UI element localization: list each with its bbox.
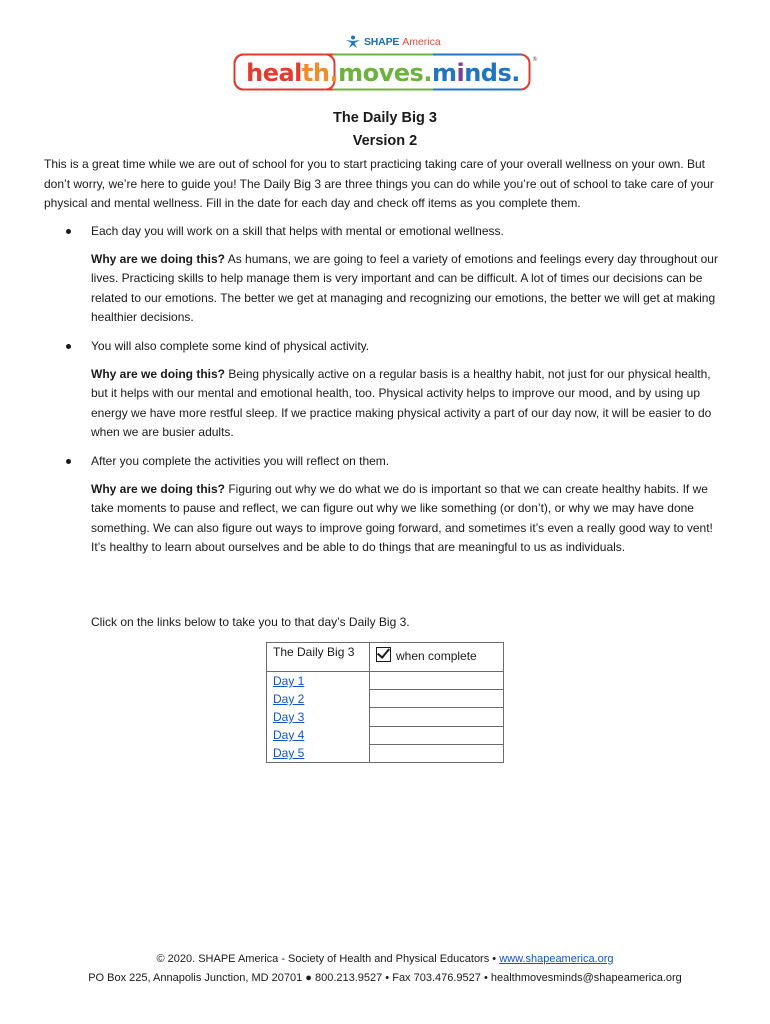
brand-shape-text: SHAPE	[364, 36, 400, 48]
daily-big-3-table	[266, 642, 504, 763]
bullet-dot-icon	[66, 344, 71, 349]
health-moves-minds-logo	[233, 53, 536, 91]
intro-paragraph: This is a great time while we are out of school for you to start practicing taking care of your overall wellness on your own. But don’t worry, we’re here to guide you! The Daily Big 3 are three things you can do while you’re out of school to take care of your physical and mental wellness. Fill in the date for each day and check off items as you complete them.	[44, 157, 714, 210]
day-3-link[interactable]: Day 3	[273, 710, 305, 724]
when-complete-label: when complete	[396, 649, 477, 663]
click-instructions: Click on the links below to take you to that day’s Daily Big 3.	[91, 615, 410, 629]
footer-copyright-text: © 2020. SHAPE America - Society of Health and Physical Educators •	[156, 953, 500, 965]
day-1-link[interactable]: Day 1	[273, 674, 305, 688]
complete-cell-day-1[interactable]	[370, 672, 504, 690]
why-label: Why are we doing this?	[91, 367, 226, 381]
why-paragraph	[91, 480, 726, 557]
footer-contact: PO Box 225, Annapolis Junction, MD 20701 ● 800.213.9527 • Fax 703.476.9527 • healthmovesminds@shapeamerica.org	[88, 972, 682, 984]
complete-cell-day-3[interactable]	[370, 708, 504, 726]
table-header-daily-big-3: The Daily Big 3	[267, 643, 370, 672]
complete-cell-day-2[interactable]	[370, 690, 504, 708]
why-text: Figuring out why we do what we do is important so that we can create healthy habits. If we take moments to pause and reflect, we can figure out why we like something (or don’t), or why we may have done something. We can also figure out ways to improve going forward, and sometimes it’s even a really good way to vent! It’s healthy to learn about ourselves and be able to do things that are meaningful to us as individuals.	[91, 482, 713, 554]
brand-america-text: America	[402, 36, 441, 48]
day-2-link[interactable]: Day 2	[273, 692, 305, 706]
why-text: As humans, we are going to feel a variety of emotions and feelings every day throughout our lives. Practicing skills to help manage them is very important and can be difficult. A lot of times our decisions can be related to our emotions. The better we get at managing and recognizing our emotions, the better we will get at making healthier decisions.	[91, 252, 718, 324]
document-title: The Daily Big 3	[333, 110, 437, 126]
bullet-text: You will also complete some kind of physical activity.	[91, 339, 370, 353]
footer-copyright	[0, 953, 770, 965]
day-5-link[interactable]: Day 5	[273, 746, 305, 760]
bullet-dot-icon	[66, 229, 71, 234]
why-paragraph	[91, 250, 726, 327]
bullet-dot-icon	[66, 459, 71, 464]
footer-website-link[interactable]: www.shapeamerica.org	[499, 953, 614, 965]
table-header-row	[267, 643, 504, 672]
document-subtitle: Version 2	[352, 133, 418, 149]
complete-cell-day-5[interactable]	[370, 744, 504, 762]
checkbox-checked-icon	[376, 647, 391, 662]
complete-cell-day-4[interactable]	[370, 726, 504, 744]
shape-america-brand	[345, 34, 441, 50]
svg-text:health.moves.minds.: health.moves.minds.	[246, 59, 520, 87]
shape-america-figure-icon	[345, 35, 361, 49]
table-header-when-complete	[370, 643, 504, 672]
why-text: Being physically active on a regular basis is a healthy habit, not just for our physical health, but it helps with our mental and emotional health, too. Physical activity helps to improve our mood, and by using up energy we have more restful sleep. If we practice making physical activity a part of our day now, it will be easier to do when we are busier adults.	[91, 367, 712, 439]
day-links-cell	[267, 672, 370, 763]
why-paragraph	[91, 365, 726, 442]
svg-text:®: ®	[532, 56, 538, 63]
why-label: Why are we doing this?	[91, 252, 226, 266]
why-label: Why are we doing this?	[91, 482, 226, 496]
day-4-link[interactable]: Day 4	[273, 728, 305, 742]
bullet-text: Each day you will work on a skill that helps with mental or emotional wellness.	[91, 224, 504, 238]
health-moves-minds-logo-graphic	[233, 53, 536, 91]
bullet-text: After you complete the activities you will reflect on them.	[91, 454, 390, 468]
